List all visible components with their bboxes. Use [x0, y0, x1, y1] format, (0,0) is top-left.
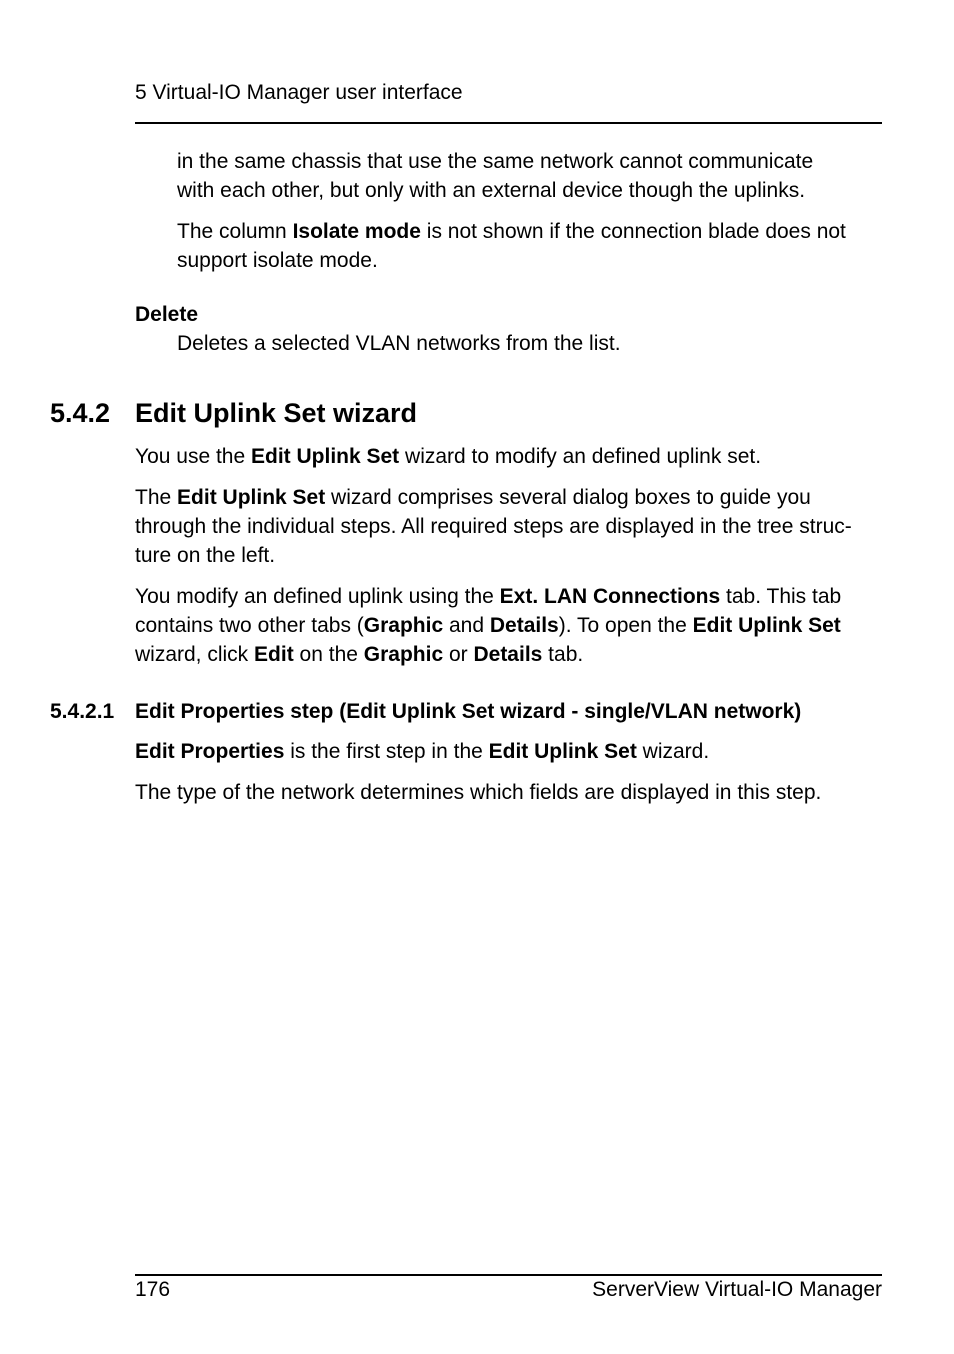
subsection-paragraph-1: Edit Properties is the first step in the Edit Uplink Set wizard. — [135, 740, 710, 763]
section-number: 5.4.2 — [50, 398, 111, 428]
body-text: ture on the left. — [135, 544, 276, 567]
body-text: contains two other tabs (Graphic and Details). To open the Edit Uplink Set — [135, 614, 841, 637]
body-text: in the same chassis that use the same network cannot communicate — [177, 150, 814, 173]
body-text: through the individual steps. All required steps are displayed in the tree struc- — [135, 515, 852, 538]
section-paragraph-3: You modify an defined uplink using the Ext. LAN Connections tab. This tab — [135, 585, 842, 608]
header-rule — [135, 122, 882, 124]
term-delete: Delete — [135, 303, 199, 326]
footer-product-name: ServerView Virtual-IO Manager — [592, 1278, 882, 1301]
body-text: wizard, click Edit on the Graphic or Details tab. — [135, 643, 584, 666]
subsection-number: 5.4.2.1 — [50, 700, 115, 723]
isolate-mode-note: The column Isolate mode is not shown if the connection blade does not — [177, 220, 846, 243]
section-paragraph-2: The Edit Uplink Set wizard comprises several dialog boxes to guide you — [135, 486, 811, 509]
subsection-title: Edit Properties step (Edit Uplink Set wizard - single/VLAN network) — [135, 700, 802, 723]
subsection-paragraph-2: The type of the network determines which fields are displayed in this step. — [135, 781, 822, 804]
section-title: Edit Uplink Set wizard — [135, 398, 418, 428]
term-delete-description: Deletes a selected VLAN networks from the list. — [177, 332, 621, 355]
body-text: support isolate mode. — [177, 249, 378, 272]
running-header: 5 Virtual-IO Manager user interface — [135, 81, 463, 104]
page-number: 176 — [135, 1278, 171, 1301]
body-text: with each other, but only with an external device though the uplinks. — [177, 179, 806, 202]
section-paragraph-1: You use the Edit Uplink Set wizard to modify an defined uplink set. — [135, 445, 762, 468]
